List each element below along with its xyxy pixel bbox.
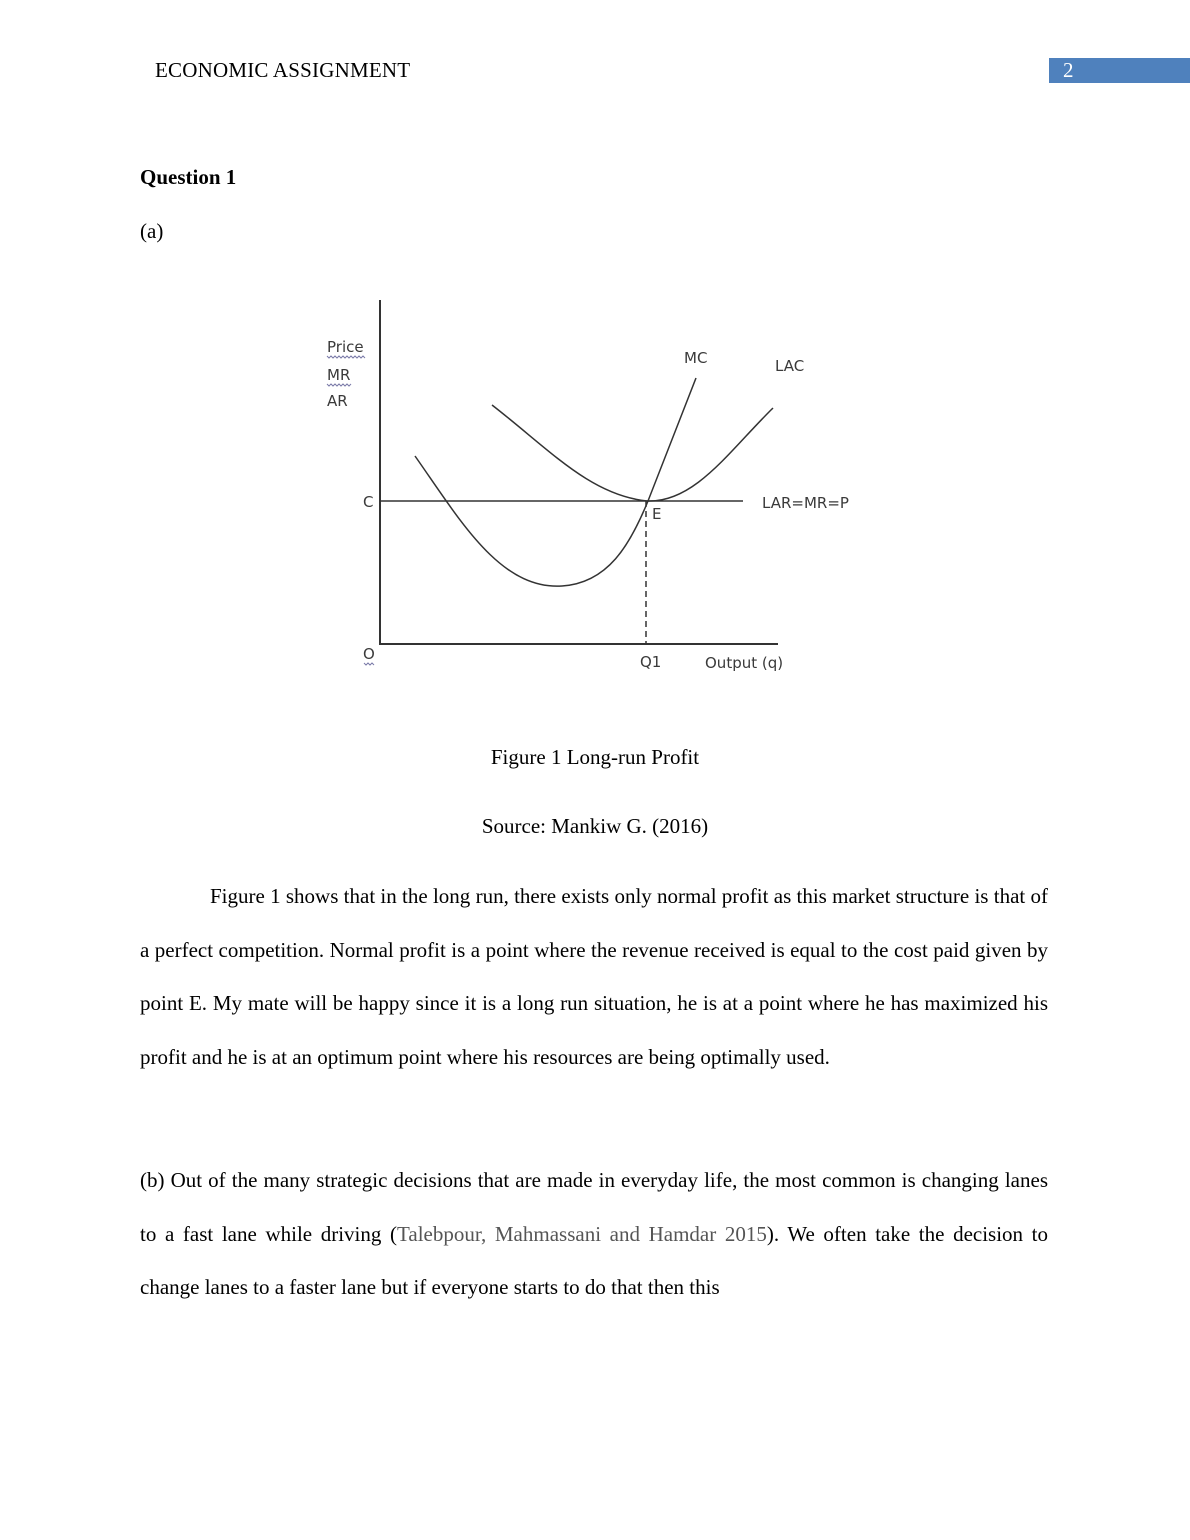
figure-source: Source: Mankiw G. (2016) [481, 814, 709, 838]
paragraph-2-text-start: (b) Out of the many strategic decisions that are made in everyday life, the most common is changing lanes to a fast lane while driving ( [140, 1168, 1048, 1246]
q1-label: Q1 [640, 653, 662, 671]
mc-curve [415, 378, 696, 586]
y-axis-label-ar: AR [327, 392, 348, 410]
mc-label: MC [684, 349, 708, 367]
x-axis-label: Output (q) [705, 654, 784, 672]
lac-curve [492, 405, 773, 501]
y-axis-label-mr: MR [327, 366, 351, 384]
spellcheck-underline-price [327, 356, 365, 358]
long-run-profit-figure [300, 290, 880, 690]
question-heading: Question 1 [140, 165, 237, 189]
spellcheck-underline-mr [327, 384, 351, 386]
e-label: E [652, 505, 662, 523]
body-paragraph-1: Figure 1 shows that in the long run, there exists only normal profit as this market structure is that of a perfect competition. Normal profit is a point where the revenue received is equal to the cost paid given by point E. My mate will be happy since it is a long run situation, he is at a point where he has maximized his profit and he is at an optimum point where his resources are being optimally used. [140, 884, 1048, 1069]
paragraph-2-text-end: ). We often take the decision to change lanes to a faster lane but if everyone starts to do that then this [140, 1221, 1049, 1299]
citation-link: Talebpour, Mahmassani and Hamdar 2015 [397, 1221, 767, 1246]
lac-label: LAC [775, 357, 805, 375]
y-axis-label-price: Price [327, 338, 364, 356]
origin-label: O [363, 645, 375, 663]
c-label: C [363, 493, 374, 511]
body-paragraph-2 [140, 1154, 1048, 1315]
header-title: ECONOMIC ASSIGNMENT [155, 58, 411, 82]
page-number-badge [1049, 58, 1190, 83]
part-a-label: (a) [140, 219, 164, 243]
figure-caption: Figure 1 Long-run Profit [490, 745, 700, 769]
long-run-profit-diagram [300, 290, 880, 690]
lar-mr-p-label: LAR=MR=P [762, 494, 849, 512]
page-number: 2 [1063, 58, 1074, 82]
spellcheck-underline-origin [364, 663, 374, 665]
